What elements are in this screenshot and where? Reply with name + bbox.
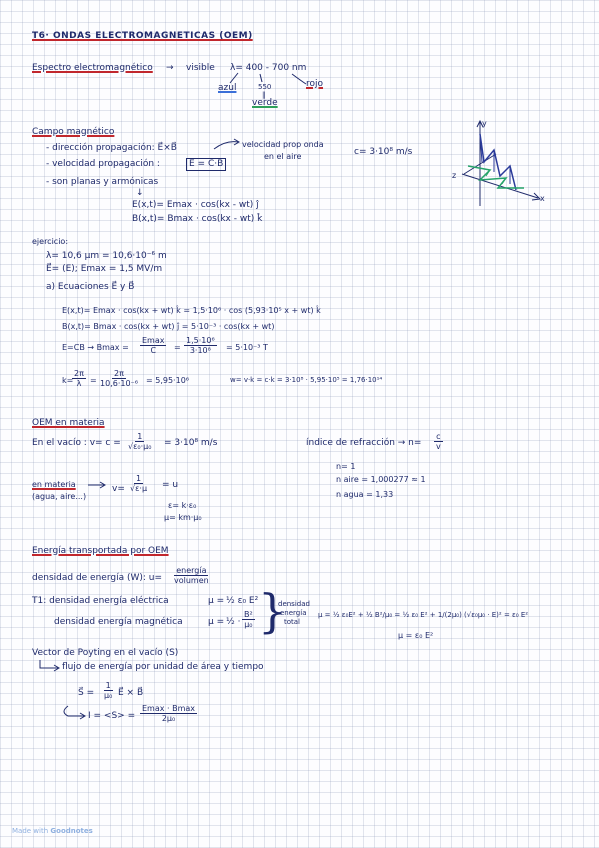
exercise-lambda: λ= 10,6 μm = 10,6·10⁻⁶ m bbox=[46, 251, 167, 261]
magnetic-speed-box: E = C·B bbox=[186, 158, 226, 171]
magnetic-note: velocidad prop onda bbox=[242, 140, 324, 149]
axis-z-label: z bbox=[452, 171, 457, 180]
vacuum-post: = 3·10⁸ m/s bbox=[164, 438, 218, 448]
axis-x-label: x bbox=[540, 194, 545, 203]
energy-electric-eq-pre: μ = bbox=[208, 596, 225, 606]
energy-total2: μ = ε₀ E² bbox=[398, 631, 434, 640]
spectrum-mid-value: 550 bbox=[258, 83, 272, 91]
exercise-e-given: E⃗= (E); Emax = 1,5 MV/m bbox=[46, 264, 163, 274]
frac-den: 2μ₀ bbox=[161, 714, 176, 723]
frac-den: λ bbox=[76, 379, 82, 388]
poynting-header: Vector de Poyting en el vacío (S) bbox=[32, 648, 179, 658]
frac-den: μ₀ bbox=[104, 691, 113, 700]
material-examples: (agua, aire...) bbox=[32, 492, 87, 501]
energy-total: μ = ½ ε₀E² + ½ B²/μ₀ = ½ ε₀ E² + 1/(2μ₀) (√ε₀μ₀ · E)² = ε₀ E² bbox=[318, 611, 529, 619]
equation-e-field: E(x,t)= Emax · cos(kx - wt) ĵ bbox=[132, 200, 259, 210]
frac-den: √ε₀·μ₀ bbox=[128, 442, 152, 451]
frac-num: Emax bbox=[142, 336, 165, 345]
exercise-eq3-post: = 5·10⁻³ T bbox=[226, 343, 268, 352]
material-epsilon: ε= k·ε₀ bbox=[168, 501, 197, 510]
frac-num: c bbox=[436, 432, 441, 441]
poynting-i-frac bbox=[140, 704, 197, 723]
frac-den: μ₀ bbox=[244, 620, 253, 629]
material-label: en materia bbox=[32, 480, 76, 489]
energy-electric-eq: ½ ε₀ E² bbox=[226, 596, 259, 606]
page-title: T6· ONDAS ELECTROMAGNETICAS (OEM) bbox=[32, 31, 253, 41]
exercise-eq2: B(x,t)= Bmax · cos(kx + wt) ĵ = 5·10⁻³ · cos(kx + wt) bbox=[62, 322, 275, 331]
logo-made-with: Made with bbox=[12, 827, 49, 835]
poynting-s-frac bbox=[102, 681, 114, 700]
axis-y-label: y bbox=[482, 119, 487, 128]
spectrum-rojo: rojo bbox=[306, 79, 324, 89]
exercise-eq1: E(x,t)= Emax · cos(kx + wt) k̂ = 1,5·10⁶ · cos (5,93·10⁵ x + wt) k̂ bbox=[62, 306, 321, 315]
magnetic-direction: - dirección propagación: E⃗×B⃗ bbox=[46, 143, 177, 153]
spectrum-range: λ= 400 - 700 nm bbox=[230, 63, 307, 73]
frac-den: volumen bbox=[174, 576, 209, 585]
goodnotes-logo bbox=[12, 827, 93, 835]
energy-magnetic-half: ½ · bbox=[226, 617, 241, 627]
refraction-label: índice de refracción → n= bbox=[306, 438, 422, 448]
energy-electric-label: T1: densidad energía eléctrica bbox=[32, 596, 169, 606]
exercise-k-post: = 5,95·10⁶ bbox=[146, 376, 189, 385]
energy-brace-l3: total bbox=[284, 618, 301, 626]
poynting-s-pre: S⃗ = bbox=[78, 688, 95, 698]
exercise-eq3-pre: E=CB → Bmax = bbox=[62, 343, 129, 352]
frac-num: 2π bbox=[74, 369, 84, 378]
frac-num: 2π bbox=[114, 369, 124, 378]
magnetic-planar: - son planas y armónicas bbox=[46, 177, 159, 187]
magnetic-speed-label: - velocidad propagación : bbox=[46, 159, 160, 169]
frac-den: C bbox=[150, 346, 157, 355]
energy-density-pre: densidad de energía (W): u= bbox=[32, 573, 163, 583]
frac-num: 1 bbox=[105, 681, 111, 690]
spectrum-verde: verde bbox=[252, 98, 278, 108]
refraction-n1: n= 1 bbox=[336, 462, 356, 471]
speed-of-light: c= 3·10⁸ m/s bbox=[354, 147, 413, 157]
energy-magnetic-eq-pre: μ = bbox=[208, 617, 225, 627]
exercise-omega: w= v·k = c·k = 3·10⁸ · 5,95·10⁵ = 1,76·10¹⁴ bbox=[230, 376, 383, 384]
poynting-s-post: E⃗ × B⃗ bbox=[118, 688, 144, 698]
energy-brace-l1: densidad bbox=[278, 600, 310, 608]
energy-brace: } bbox=[258, 584, 288, 638]
magnetic-note2: en el aire bbox=[264, 152, 302, 161]
exercise-part-a: a) Ecuaciones E⃗ y B⃗ bbox=[46, 282, 135, 292]
poynting-i-pre: I = <S> = bbox=[88, 711, 136, 721]
matter-header: OEM en materia bbox=[32, 418, 105, 428]
spectrum-azul: azul bbox=[218, 83, 237, 93]
material-v-post: = u bbox=[162, 480, 179, 490]
material-v-pre: v= bbox=[112, 484, 125, 494]
spectrum-label: Espectro electromagnético bbox=[32, 63, 153, 73]
magnetic-down-arrow: ↓ bbox=[136, 188, 144, 198]
equation-b-field: B(x,t)= Bmax · cos(kx - wt) k̂ bbox=[132, 214, 263, 224]
energy-header: Energía transportada por OEM bbox=[32, 546, 169, 556]
frac-den: 3·10⁸ bbox=[189, 346, 211, 355]
material-mu: μ= km·μ₀ bbox=[164, 513, 202, 522]
spectrum-visible: visible bbox=[186, 63, 215, 73]
exercise-k-pre: k= bbox=[62, 376, 74, 385]
exercise-header: ejercicio: bbox=[32, 237, 69, 246]
frac-num: 1 bbox=[137, 432, 143, 441]
frac-num: 1 bbox=[135, 474, 142, 483]
frac-den: √ε·μ bbox=[130, 484, 148, 493]
frac-den: 10,6·10⁻⁶ bbox=[100, 379, 138, 388]
refraction-n-water: n agua = 1,33 bbox=[336, 490, 394, 499]
magnetic-header: Campo magnético bbox=[32, 127, 115, 137]
exercise-k-mid: = bbox=[90, 376, 97, 385]
logo-brand: Goodnotes bbox=[50, 827, 93, 835]
spectrum-mid-eq: ‖ bbox=[262, 91, 266, 99]
frac-num: energía bbox=[176, 566, 207, 575]
frac-num: Emax · Bmax bbox=[142, 704, 196, 713]
energy-brace-l2: energía bbox=[280, 609, 307, 617]
frac-num: 1,5·10⁶ bbox=[186, 336, 215, 345]
frac-num: B² bbox=[244, 610, 253, 619]
vacuum-pre: En el vacío : v= c = bbox=[32, 438, 121, 448]
frac-den: v bbox=[436, 442, 441, 451]
poynting-flow: flujo de energía por unidad de área y tiempo bbox=[62, 662, 264, 672]
energy-magnetic-label: densidad energía magnética bbox=[54, 617, 183, 627]
spectrum-arrow: → bbox=[166, 63, 174, 73]
exercise-eq3-mid: = bbox=[174, 343, 181, 352]
refraction-n-air: n aire = 1,000277 ≈ 1 bbox=[336, 475, 426, 484]
